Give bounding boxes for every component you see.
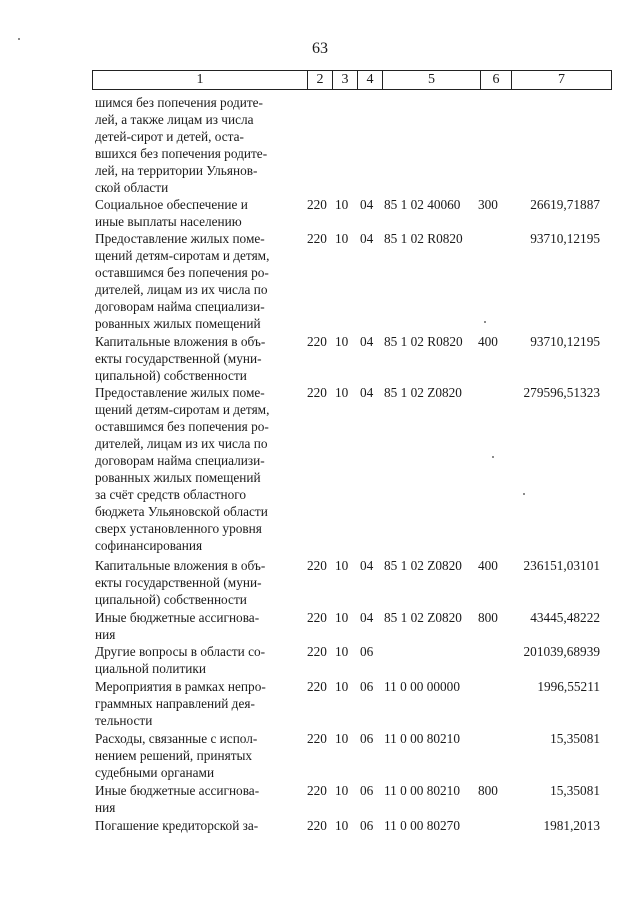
row-amount: 236151,03101	[523, 558, 600, 573]
row-name: Иные бюджетные ассигнова- ния	[95, 783, 260, 815]
row-subsection-code: 04	[360, 558, 374, 573]
row-subsection-code: 06	[360, 731, 374, 746]
row-section-code: 10	[335, 610, 349, 625]
row-ministry-code: 220	[307, 783, 327, 798]
row-target-article: 11 0 00 80270	[384, 818, 460, 833]
row-subsection-code: 04	[360, 610, 374, 625]
row-ministry-code: 220	[307, 197, 327, 212]
row-subsection-code: 06	[360, 679, 374, 694]
header-col-7: 7	[558, 72, 565, 87]
table-header	[92, 70, 612, 90]
row-name: Капитальные вложения в объ- екты государственной (муни- ципальной) собственности	[95, 334, 266, 383]
row-target-article: 11 0 00 00000	[384, 679, 460, 694]
row-amount: 15,35081	[550, 783, 600, 798]
row-subsection-code: 04	[360, 385, 374, 400]
scan-speck	[492, 456, 494, 458]
row-amount: 201039,68939	[523, 644, 600, 659]
row-target-article: 85 1 02 R0820	[384, 231, 463, 246]
row-subsection-code: 06	[360, 818, 374, 833]
row-name: Иные бюджетные ассигнова- ния	[95, 610, 260, 642]
row-name: шимся без попечения родите- лей, а также лицам из числа детей-сирот и детей, оста- вшихся без попечения родите- лей, на территории Ульянов- ской области	[95, 95, 268, 195]
row-amount: 93710,12195	[530, 334, 600, 349]
row-target-article: 85 1 02 Z0820	[384, 385, 462, 400]
header-col-3: 3	[333, 71, 358, 89]
row-name: Капитальные вложения в объ- екты государственной (муни- ципальной) собственности	[95, 558, 266, 607]
row-expense-type: 800	[478, 783, 498, 798]
row-subsection-code: 06	[360, 644, 374, 659]
row-subsection-code: 06	[360, 783, 374, 798]
header-col-1: 1	[93, 71, 308, 89]
row-ministry-code: 220	[307, 385, 327, 400]
header-col-2: 2	[308, 71, 333, 89]
row-ministry-code: 220	[307, 679, 327, 694]
row-name: Социальное обеспечение и иные выплаты населению	[95, 197, 248, 229]
row-subsection-code: 04	[360, 334, 374, 349]
row-amount: 1981,2013	[543, 818, 600, 833]
row-expense-type: 300	[478, 197, 498, 212]
row-amount: 279596,51323	[523, 385, 600, 400]
header-col-6: 6	[481, 71, 512, 89]
row-name: Мероприятия в рамках непро- граммных направлений дея- тельности	[95, 679, 266, 728]
row-expense-type: 400	[478, 558, 498, 573]
row-expense-type: 400	[478, 334, 498, 349]
row-ministry-code: 220	[307, 610, 327, 625]
row-target-article: 11 0 00 80210	[384, 783, 460, 798]
row-name: Предоставление жилых поме- щений детям-сиротам и детям, оставшимся без попечения ро- дителей, лицам из их числа по договорам найма специализи- рованных жилых помещений	[95, 231, 270, 331]
row-amount: 26619,71887	[530, 197, 600, 212]
row-name: Предоставление жилых поме- щений детям-сиротам и детям, оставшимся без попечения ро- дителей, лицам из их числа по договорам найма специализи- рованных жилых помещений за счёт средств областного бюджета Ульяновской области сверх установленного уровня софинансирования	[95, 385, 270, 553]
row-amount: 93710,12195	[530, 231, 600, 246]
row-target-article: 85 1 02 Z0820	[384, 610, 462, 625]
row-section-code: 10	[335, 334, 349, 349]
row-section-code: 10	[335, 731, 349, 746]
row-target-article: 85 1 02 40060	[384, 197, 461, 212]
header-col-4: 4	[358, 71, 383, 89]
row-amount: 15,35081	[550, 731, 600, 746]
row-ministry-code: 220	[307, 558, 327, 573]
row-section-code: 10	[335, 679, 349, 694]
row-ministry-code: 220	[307, 818, 327, 833]
row-target-article: 85 1 02 R0820	[384, 334, 463, 349]
scan-speck	[18, 38, 20, 40]
row-ministry-code: 220	[307, 231, 327, 246]
row-section-code: 10	[335, 783, 349, 798]
row-subsection-code: 04	[360, 197, 374, 212]
row-amount: 43445,48222	[530, 610, 600, 625]
row-ministry-code: 220	[307, 644, 327, 659]
row-section-code: 10	[335, 385, 349, 400]
row-section-code: 10	[335, 231, 349, 246]
row-section-code: 10	[335, 644, 349, 659]
scan-speck	[523, 493, 525, 495]
row-section-code: 10	[335, 197, 349, 212]
scan-speck	[484, 321, 486, 323]
row-subsection-code: 04	[360, 231, 374, 246]
row-name: Погашение кредиторской за-	[95, 818, 259, 833]
row-name: Другие вопросы в области со- циальной политики	[95, 644, 266, 676]
row-name: Расходы, связанные с испол- нением решений, принятых судебными органами	[95, 731, 258, 780]
header-col-5: 5	[383, 71, 481, 89]
row-expense-type: 800	[478, 610, 498, 625]
row-section-code: 10	[335, 818, 349, 833]
row-section-code: 10	[335, 558, 349, 573]
row-target-article: 85 1 02 Z0820	[384, 558, 462, 573]
row-amount: 1996,55211	[537, 679, 600, 694]
row-ministry-code: 220	[307, 334, 327, 349]
row-target-article: 11 0 00 80210	[384, 731, 460, 746]
row-ministry-code: 220	[307, 731, 327, 746]
page-number: 63	[312, 40, 328, 57]
